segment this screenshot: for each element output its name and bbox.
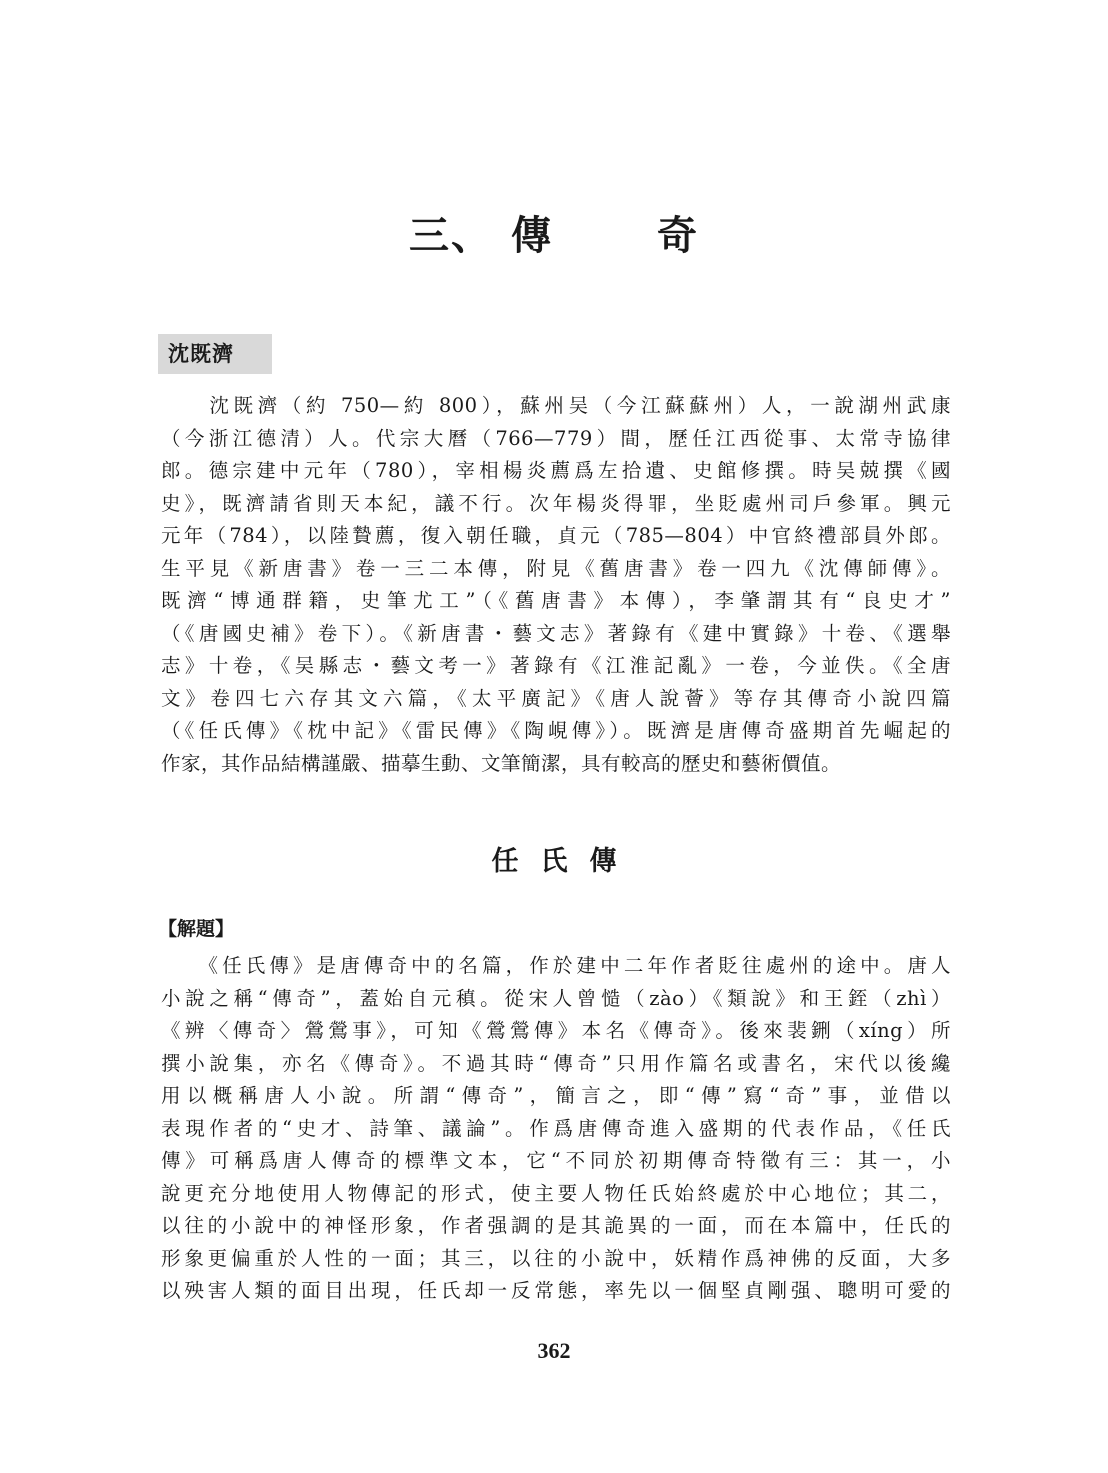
biography-line: （《唐國史補》卷下）。《新唐書・藝文志》著錄有《建中實錄》十卷、《選舉: [161, 621, 951, 645]
biography-line: （今浙江德清）人。代宗大曆（766—779）間，歷任江西從事、太常寺協律: [161, 426, 951, 450]
author-name-tag: 沈既濟: [158, 334, 272, 374]
biography-line: （《任氏傳》《枕中記》《雷民傳》《陶峴傳》）。既濟是唐傳奇盛期首先崛起的: [161, 719, 951, 742]
introduction-text: [161, 950, 951, 1308]
introduction-line: 用以概稱唐人小說。所謂“傳奇”，簡言之，即“傳”寫“奇”事，並借以: [161, 1084, 951, 1107]
author-biography: [161, 390, 951, 780]
introduction-line: 形象更偏重於人性的一面；其三，以往的小說中，妖精作爲神佛的反面，大多: [161, 1246, 951, 1270]
biography-line: 作家，其作品結構謹嚴、描摹生動、文筆簡潔，具有較高的歷史和藝術價值。: [161, 751, 842, 775]
introduction-line: 撰小說集，亦名《傳奇》。不過其時“傳奇”只用作篇名或書名，宋代以後纔: [161, 1051, 951, 1075]
biography-line: 沈既濟（約 750—約 800），蘇州吴（今江蘇蘇州）人，一說湖州武康: [161, 394, 951, 417]
introduction-line: 表現作者的“史才、詩筆、議論”。作爲唐傳奇進入盛期的代表作品，《任氏: [161, 1116, 951, 1140]
story-title: 任氏傳: [491, 846, 639, 877]
chapter-title-char: 奇: [657, 212, 699, 259]
biography-line: 生平見《新唐書》卷一三二本傳，附見《舊唐書》卷一四九《沈傳師傳》。: [161, 556, 951, 580]
chapter-separator: 、: [451, 212, 493, 259]
chapter-title: [0, 212, 1108, 260]
biography-line: 元年（784），以陸贄薦，復入朝任職，貞元（785—804）中官終禮部員外郎。: [161, 524, 951, 547]
introduction-line: 《任氏傳》是唐傳奇中的名篇，作於建中二年作者貶往處州的途中。唐人: [161, 954, 951, 977]
introduction-line: 以往的小說中的神怪形象，作者强調的是其詭異的一面，而在本篇中，任氏的: [161, 1214, 951, 1237]
chapter-number: 三: [409, 212, 451, 259]
section-label: 【解題】: [158, 918, 235, 940]
introduction-line: 小說之稱“傳奇”，蓋始自元稹。從宋人曾慥（zào）《類說》和王銍（zhì）: [161, 986, 951, 1010]
chapter-title-char: 傳: [511, 212, 553, 259]
introduction-line: 《辨〈傳奇〉鶯鶯事》，可知《鶯鶯傳》本名《傳奇》。後來裴鉶（xíng）所: [161, 1019, 951, 1042]
page-number: 362: [537, 1338, 571, 1363]
biography-line: 郎。德宗建中元年（780），宰相楊炎薦爲左拾遺、史館修撰。時吴兢撰《國: [161, 459, 951, 482]
biography-line: 既濟“博通群籍，史筆尤工”（《舊唐書》本傳），李肇謂其有“良史才”: [161, 589, 951, 612]
biography-line: 文》卷四七六存其文六篇，《太平廣記》《唐人說薈》等存其傳奇小說四篇: [161, 686, 951, 710]
introduction-line: 說更充分地使用人物傳記的形式，使主要人物任氏始終處於中心地位；其二，: [161, 1181, 951, 1205]
biography-line: 史》，既濟請省則天本紀，議不行。次年楊炎得罪，坐貶處州司戶參軍。興元: [161, 491, 951, 515]
introduction-line: 傳》可稱爲唐人傳奇的標準文本，它“不同於初期傳奇特徵有三：其一，小: [161, 1149, 951, 1172]
biography-line: 志》十卷，《吴縣志・藝文考一》著錄有《江淮記亂》一卷，今並佚。《全唐: [161, 654, 951, 677]
introduction-line: 以殃害人類的面目出現，任氏却一反常態，率先以一個堅貞剛强、聰明可愛的: [161, 1279, 951, 1302]
